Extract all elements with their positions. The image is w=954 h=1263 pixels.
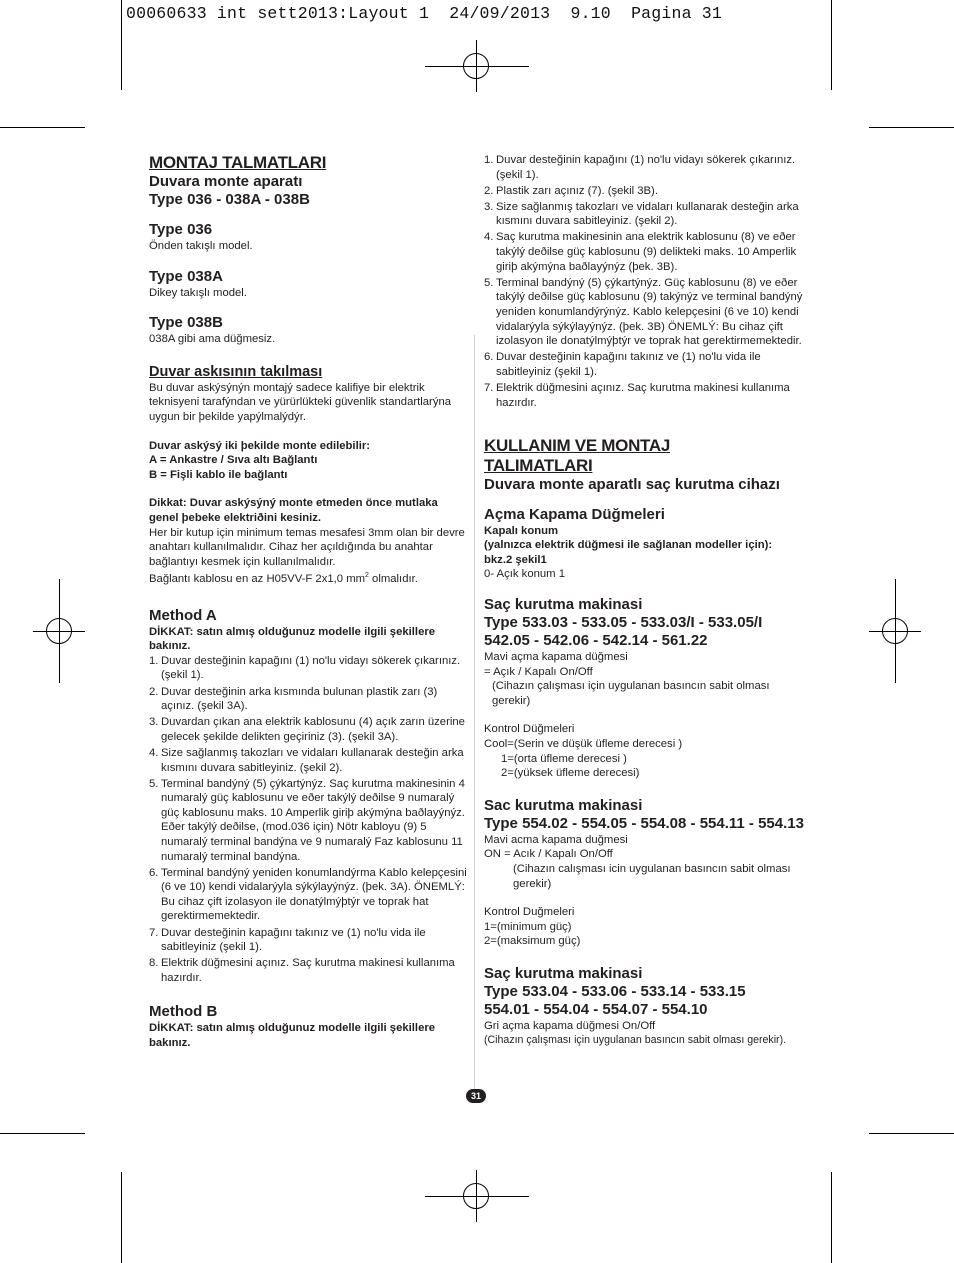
section3-types-2: 554.01 - 554.04 - 554.07 - 554.10	[484, 1000, 708, 1018]
wall-text: Bu duvar askýsýnýn montajý sadece kalifiye bir elektrik teknisyeni tarafýndan ve yürürlükteki güvenlik standartlarýna uygun bir þekilde yapýlmalýdýr.	[149, 381, 452, 423]
section3-heading: Saç kurutma makinasi	[484, 964, 643, 982]
mount-option-b: B = Fişli kablo ile bağlantı	[149, 468, 288, 481]
type-038a-desc: Dikey takışlı model.	[149, 286, 247, 299]
list-item: 7. Elektrik düğmesini açınız. Saç kurutma makinesi kullanıma hazırdır.	[484, 381, 790, 409]
list-item: 6. Duvar desteğinin kapağını takınız ve (1) no'lu vida ile sabitleyiniz (şekil 1).	[484, 351, 761, 378]
section1-line: Kontrol Düğmeleri	[484, 723, 575, 736]
list-item: 7. Duvar desteğinin kapağını takınız ve (1) no'lu vida ile sabitleyiniz (şekil 1).	[149, 926, 426, 954]
method-b-heading: Method B	[149, 1002, 218, 1020]
subtitle-types: Type 036 - 038A - 038B	[149, 191, 310, 208]
section2-line: Mavi acma kapama duğmesi	[484, 833, 628, 846]
list-item: 2. Duvar desteğinin arka kısmında bulunan plastik zarı (3) açınız. (şekil 3A).	[149, 685, 438, 713]
type-038a-heading: Type 038A	[149, 267, 223, 285]
method-a-steps	[149, 654, 469, 986]
list-item: 5. Terminal bandýný (5) çýkartýnýz. Güç kablosunu (8) ve eðer takýlý deðilse güç kablosunu (9) takýnýz ve terminal bandýný yeniden konumlandýrýnýz. Kablo kelepçesini (6 ve 10) kendi vidalarýyla sýkýlayýnýz. (þek. 3B) ÖNEMLÝ: Bu cihaz çift izolasyon ile donatýlmýþtýr ve toprak hat gerektirmemektedir.	[484, 276, 803, 348]
type-036-heading: Type 036	[149, 221, 213, 238]
method-b-steps	[484, 153, 806, 410]
list-item: 6. Terminal bandýný yeniden konumlandýrma Kablo kelepçesini (6 ve 10) kendi vidalarýyla sýkýlayýnýz. (þek. 3A). ÖNEMLÝ: Bu cihaz çift izolasyon ile donatýlmýþtýr ve toprak hat gerektirmemektedir.	[149, 866, 467, 923]
method-a-heading: Method A	[149, 606, 217, 624]
section1-line: Cool=(Serin ve düşük üfleme derecesi )	[484, 737, 683, 750]
section1-types-2: 542.05 - 542.06 - 542.14 - 561.22	[484, 631, 708, 649]
section2-heading: Sac kurutma makinasi	[484, 796, 643, 814]
section-title-kullanim: KULLANIM VE MONTAJ	[484, 435, 670, 455]
page-number-badge: 31	[466, 1089, 486, 1103]
list-item: 8. Elektrik düğmesini açınız. Saç kurutma makinesi kullanıma hazırdır.	[149, 957, 455, 984]
method-b-warning: DİKKAT: satın almış olduğunuz modelle ilgili şekillere bakınız.	[149, 1021, 436, 1049]
section2-types: Type 554.02 - 554.05 - 554.08 - 554.11 - 554.13	[484, 814, 804, 832]
warning-text: Her bir kutup için minimum temas mesafesi 3mm olan bir devre anahtarı kullanılmalıdır. Cihaz her açıldığında bu anahtar bağlantıyı kesmek için kullanılmalıdır.	[149, 526, 465, 568]
section1-types: Type 533.03 - 533.05 - 533.03/I - 533.05/I	[484, 613, 763, 631]
section1-line: = Açık / Kapalı On/Off	[484, 665, 593, 678]
left-column	[149, 153, 469, 1050]
method-a-warning: DİKKAT: satın almış olduğunuz modelle ilgili şekillere bakınız.	[149, 625, 436, 653]
switch-on: 0- Açık konum 1	[484, 568, 565, 581]
list-item: 1. Duvar desteğinin kapağını (1) no'lu vidayı sökerek çıkarınız. (şekil 1).	[484, 154, 796, 181]
right-column	[484, 153, 806, 1048]
section2-line: (Cihazın calışması icin uygulanan basıncın sabit olması gerekir)	[513, 862, 791, 890]
list-item: 2. Plastik zarı açınız (7). (şekil 3B).	[484, 184, 658, 197]
section3-line: Gri açma kapama düğmesi On/Off	[484, 1019, 656, 1032]
mount-options-title: Duvar askýsý iki þekilde monte edilebilir:	[149, 439, 371, 452]
warning-bold: Dikkat: Duvar askýsýný monte etmeden önce mutlaka genel þebeke elektriðini kesiniz.	[149, 497, 438, 524]
section-title-kullanim-line2: TALIMATLARI	[484, 455, 593, 475]
type-036-desc: Önden takışlı model.	[149, 240, 253, 252]
section2-line: ON = Acık / Kapalı On/Off	[484, 848, 613, 861]
subtitle-hairdryer: Duvara monte aparatlı saç kurutma cihazı	[484, 475, 780, 493]
cable-spec: Bağlantı kablosu en az H05VV-F 2x1,0 $mm^2$ olmalıdır.	[149, 572, 418, 586]
section2-line: 1=(minimum güç)	[484, 920, 572, 933]
list-item: 3. Duvardan çıkan ana elektrik kablosunu (4) açık zarın üzerine gelecek şekilde delikten geçiriniz (3). (şekil 3A).	[149, 716, 465, 743]
section1-heading: Saç kurutma makinasi	[484, 595, 643, 613]
section1-line: 2=(yüksek üfleme derecesi)	[501, 767, 640, 780]
section-title-montaj: MONTAJ TALMATLARI	[149, 153, 327, 172]
print-header: 00060633 int sett2013:Layout 1 24/09/2013 9.10 Pagina 31	[126, 4, 722, 23]
type-038b-desc: 038A gibi ama düğmesiz.	[149, 333, 276, 346]
section1-line: 1=(orta üfleme derecesi )	[501, 752, 627, 765]
list-item: 4. Size sağlanmış takozları ve vidaları kullanarak desteğin arka kısmını duvara sabitleyiniz. (şekil 2).	[149, 746, 464, 774]
subtitle-wall-mount: Duvara monte aparatı	[149, 173, 303, 190]
list-item: 1. Duvar desteğinin kapağını (1) no'lu vidayı sökerek çıkarınız. (şekil 1).	[149, 654, 461, 682]
list-item: 3. Size sağlanmış takozları ve vidaları kullanarak desteğin arka kısmını duvara sabitleyiniz. (şekil 2).	[484, 200, 799, 228]
mount-option-a: A = Ankastre / Sıva altı Bağlantı	[149, 454, 318, 467]
section1-line: Mavi açma kapama düğmesi	[484, 650, 628, 663]
switch-off: Kapalı konum	[484, 524, 559, 537]
type-038b-heading: Type 038B	[149, 314, 223, 332]
section2-line: 2=(maksimum güç)	[484, 935, 581, 948]
section2-line: Kontrol Duğmeleri	[484, 906, 575, 919]
list-item: 5. Terminal bandýný (5) çýkartýnýz. Saç kurutma makinesinin 4 numaralý güç kablosunu ve eðer takýlý deðilse 9 numaralý güç kablosunu maks. 10 Amperlik giriþ akýmýna baðlayýnýz. Eðer takýlý deðilse, (mod.036 için) Nötr kabloyu (9) 5 numaralý terminal bandýna ve 9 numaralý Faz kablosunu 11 numaralý terminal bandýna.	[149, 777, 465, 863]
section3-line: (Cihazın çalışması için uygulanan basıncın sabit olması gerekir).	[484, 1034, 787, 1047]
section3-types: Type 533.04 - 533.06 - 533.14 - 533.15	[484, 982, 746, 1000]
list-item: 4. Saç kurutma makinesinin ana elektrik kablosunu (8) ve eðer takýlý deðilse güç kablosunu (9) delikteki maks. 10 Amperlik giriþ akýmýna baðlayýnýz (þek. 3B).	[484, 231, 797, 273]
switch-heading: Açma Kapama Düğmeleri	[484, 505, 665, 523]
section1-line: (Cihazın çalışması için uygulanan basıncın sabit olması gerekir)	[492, 680, 770, 707]
switch-models-note: (yalnızca elektrik düğmesi ile sağlanan modeller için):	[484, 539, 773, 552]
switch-figure-ref: bkz.2 şekil1	[484, 553, 547, 566]
column-divider	[474, 335, 475, 1090]
wall-heading: Duvar askısının takılması	[149, 363, 323, 380]
